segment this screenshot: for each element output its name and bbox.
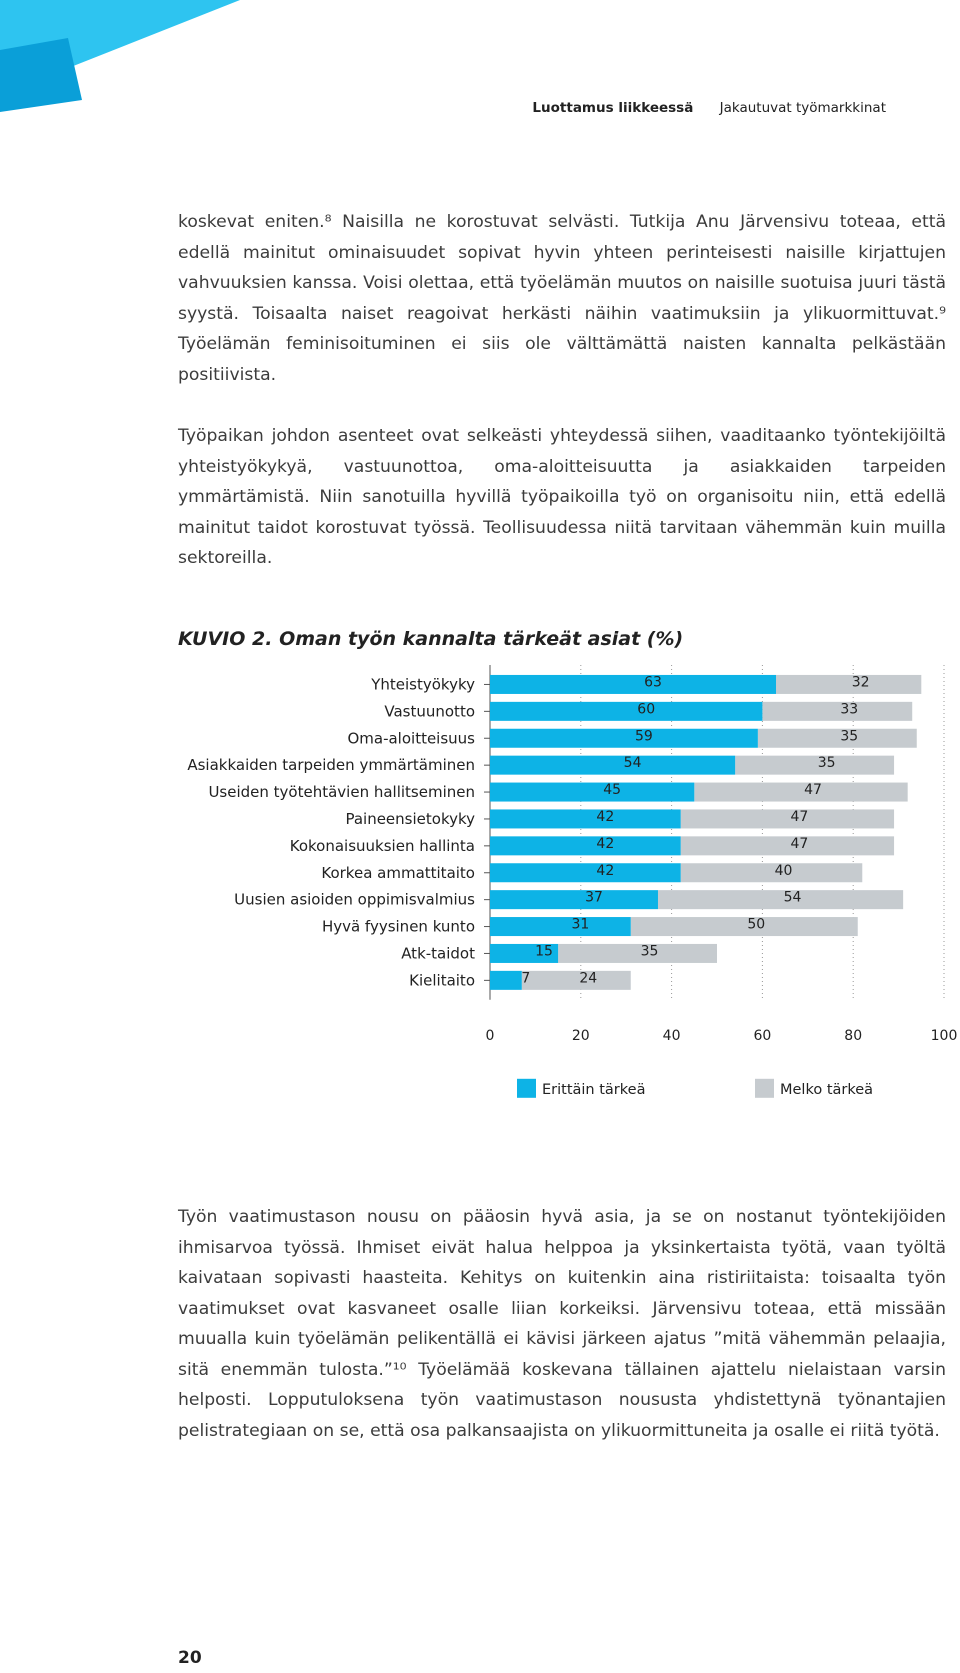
value-label-melko: 50 <box>747 916 766 933</box>
x-tick-label: 40 <box>662 1027 681 1044</box>
chapter-title: Jakautuvat työmarkkinat <box>719 100 886 116</box>
category-label: Korkea ammattitaito <box>321 863 475 882</box>
value-label-melko: 47 <box>804 782 822 799</box>
value-label-erittain: 7 <box>521 970 531 987</box>
bar-erittain-tarkea <box>490 836 681 855</box>
x-tick-label: 80 <box>844 1027 863 1044</box>
value-label-melko: 54 <box>783 889 802 906</box>
category-label: Useiden työtehtävien hallitseminen <box>208 783 475 802</box>
bar-melko-tarkea <box>694 783 907 802</box>
value-label-erittain: 45 <box>603 782 622 799</box>
bar-erittain-tarkea <box>490 890 658 909</box>
x-tick-label: 60 <box>753 1027 772 1044</box>
value-label-erittain: 42 <box>596 808 615 825</box>
category-label: Kielitaito <box>409 971 475 990</box>
value-label-erittain: 42 <box>596 835 615 852</box>
category-label: Yhteistyökyky <box>371 675 475 694</box>
section-title: Luottamus liikkeessä <box>532 100 694 116</box>
figure-title: KUVIO 2. Oman työn kannalta tärkeät asiat (%) <box>178 628 684 650</box>
value-label-melko: 35 <box>840 728 859 745</box>
body-paragraph-1: koskevat eniten.⁸ Naisilla ne korostuvat selvästi. Tutkija Anu Järvensivu toteaa, että edellä mainitut ominaisuudet sopivat hyvin yhteen perinteisesti naisille kirjattujen vahvuuksien kanssa. Voisi olettaa, että työelämän muutos on naisille suotuisa juuri tästä syystä. Toisaalta naiset reagoivat herkästi näihin vaatimuksiin ja ylikuormittuvat.⁹ Työelämän feminisoituminen ei siis ole välttämättä naisten kannalta pelkästään positiivista. <box>178 212 946 385</box>
value-label-erittain: 59 <box>635 728 653 745</box>
value-label-erittain: 42 <box>596 862 615 879</box>
value-label-erittain: 15 <box>535 943 553 960</box>
bar-erittain-tarkea <box>490 783 694 802</box>
bar-erittain-tarkea <box>490 917 631 936</box>
bar-erittain-tarkea <box>490 971 522 990</box>
bar-erittain-tarkea <box>490 863 681 882</box>
value-label-melko: 32 <box>851 674 870 691</box>
legend-label-erittain: Erittäin tärkeä <box>542 1081 646 1098</box>
value-label-erittain: 54 <box>623 755 642 772</box>
category-label: Atk-taidot <box>401 944 475 963</box>
x-tick-label: 0 <box>485 1027 495 1044</box>
category-label: Oma-aloitteisuus <box>347 729 475 748</box>
value-label-melko: 47 <box>790 835 809 852</box>
bar-melko-tarkea <box>522 971 631 990</box>
value-label-melko: 35 <box>640 943 659 960</box>
bar-erittain-tarkea <box>490 675 776 694</box>
category-label: Asiakkaiden tarpeiden ymmärtäminen <box>187 756 475 775</box>
bar-melko-tarkea <box>681 809 894 828</box>
value-label-melko: 35 <box>817 755 836 772</box>
body-paragraph-3: Työn vaatimustason nousu on pääosin hyvä asia, ja se on nostanut työntekijöiden ihmisarvoa työssä. Ihmiset eivät halua helppoa ja yksinkertaista työtä, vaan työltä kaivataan sopivasti haasteita. Kehitys on kuitenkin aina ristiriitaista: toisaalta työn vaatimukset ovat kasvaneet osalle liian korkeiksi. Järvensivu toteaa, että missään muualla kuin työelämän pelikentällä ei kävisi järkeen ajatus ”mitä vähemmän pelaajia, sitä enemmän tulosta.”¹⁰ Työelämää koskevana tällainen ajattelu nielaistaan varsin helposti. Lopputuloksena työn vaatimustason noususta yhdistettynä työnantajien pelistrategiaan on se, että osa palkansaajista on ylikuormittuneita ja osalle ei riitä työtä. <box>178 1207 946 1441</box>
bar-erittain-tarkea <box>490 809 681 828</box>
bar-melko-tarkea <box>681 863 863 882</box>
bar-erittain-tarkea <box>490 702 762 721</box>
bar-melko-tarkea <box>658 890 903 909</box>
bar-chart <box>0 665 960 1105</box>
body-paragraph-2: Työpaikan johdon asenteet ovat selkeästi yhteydessä siihen, vaaditaanko työntekijöiltä yhteistyökykyä, vastuunottoa, oma-aloitteisuutta ja asiakkaiden tarpeiden ymmärtämistä. Niin sanotuilla hyvillä työpaikoilla työ on organisoitu niin, että edellä mainitut taidot korostuvat työssä. Teollisuudessa niitä tarvitaan vähemmän kuin muilla sektoreilla. <box>178 426 946 568</box>
value-label-erittain: 60 <box>637 701 656 718</box>
category-label: Hyvä fyysinen kunto <box>321 917 475 936</box>
bar-melko-tarkea <box>558 944 717 963</box>
running-header <box>532 100 886 116</box>
category-label: Paineensietokyky <box>345 809 475 828</box>
value-label-melko: 24 <box>579 970 598 987</box>
x-tick-label: 20 <box>571 1027 590 1044</box>
legend-swatch-melko <box>755 1079 774 1098</box>
bar-melko-tarkea <box>776 675 921 694</box>
x-tick-label: 100 <box>930 1027 958 1044</box>
bar-melko-tarkea <box>631 917 858 936</box>
page-number: 20 <box>178 1648 202 1668</box>
value-label-melko: 33 <box>840 701 859 718</box>
legend-label-melko: Melko tärkeä <box>780 1081 874 1098</box>
category-label: Uusien asioiden oppimisvalmius <box>234 890 475 909</box>
legend-swatch-erittain <box>517 1079 536 1098</box>
bar-erittain-tarkea <box>490 729 758 748</box>
bar-melko-tarkea <box>762 702 912 721</box>
value-label-melko: 47 <box>790 808 809 825</box>
bar-melko-tarkea <box>735 756 894 775</box>
bar-erittain-tarkea <box>490 756 735 775</box>
value-label-melko: 40 <box>774 862 793 879</box>
value-label-erittain: 37 <box>585 889 603 906</box>
value-label-erittain: 31 <box>571 916 590 933</box>
category-label: Vastuunotto <box>384 702 475 721</box>
category-label: Kokonaisuuksien hallinta <box>289 836 475 855</box>
bar-melko-tarkea <box>758 729 917 748</box>
corner-decoration <box>0 0 260 115</box>
value-label-erittain: 63 <box>644 674 662 691</box>
bar-melko-tarkea <box>681 836 894 855</box>
